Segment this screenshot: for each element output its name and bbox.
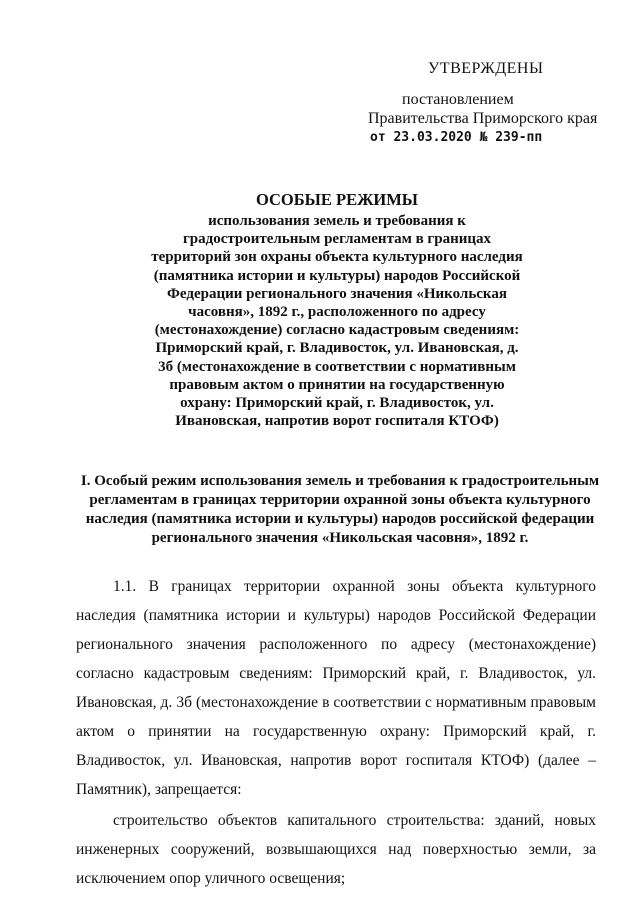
paragraph-1-1: 1.1. В границах территории охранной зоны объекта культурного наследия (памятника истории и культуры) народов Российской Федерации регионального значения расположенного по адресу (местонахождение) согласно кадастровым сведениям: Приморский край, г. Владивосток, ул. Ивановская, д. 3б (местонахождение в соответствии с нормативным правовым актом о принятии на государственную охрану: Приморский край, г. Владивосток, ул. Ивановская, напротив ворот госпиталя КТОФ) (далее – Памятник), запрещается: xyxy=(76,578,596,798)
document-subtitle: использования земель и требования к градостроительным регламентам в границах территорий зон охраны объекта культурного наследия (памятника истории и культуры) народов Российской Федерации регионального значения «Никольская часовня», 1892 г., расположенного по адресу (местонахождение) согласно кадастровым сведениям: Приморский край, г. Владивосток, ул. Ивановская, д. 3б (местонахождение в соответствии с нормативным правовым актом о принятии на государственную охрану: Приморский край, г. Владивосток, ул. Ивановская, напротив ворот госпиталя КТОФ) xyxy=(151,213,523,430)
government-line: Правительства Приморского края xyxy=(368,110,598,127)
approval-block xyxy=(368,58,618,148)
document-title: ОСОБЫЕ РЕЖИМЫ xyxy=(255,190,419,209)
document-title-block xyxy=(150,190,524,430)
approved-label: УТВЕРЖДЕНЫ xyxy=(428,60,544,77)
approved-by-line: постановлением xyxy=(402,91,514,108)
paragraph-construction: строительство объектов капитального строительства: зданий, новых инженерных сооружений, возвышающихся над поверхностью земли, за исключением опор уличного освещения; xyxy=(76,812,596,887)
body-text xyxy=(76,572,596,893)
resolution-date-number: от 23.03.2020 № 239-пп xyxy=(370,130,543,145)
section-heading: I. Особый режим использования земель и требования к градостроительным регламентам в границах территории охранной зоны объекта культурного наследия (памятника истории и культуры) народов российской федерации регионального значения «Никольская часовня», 1892 г. xyxy=(80,473,600,546)
